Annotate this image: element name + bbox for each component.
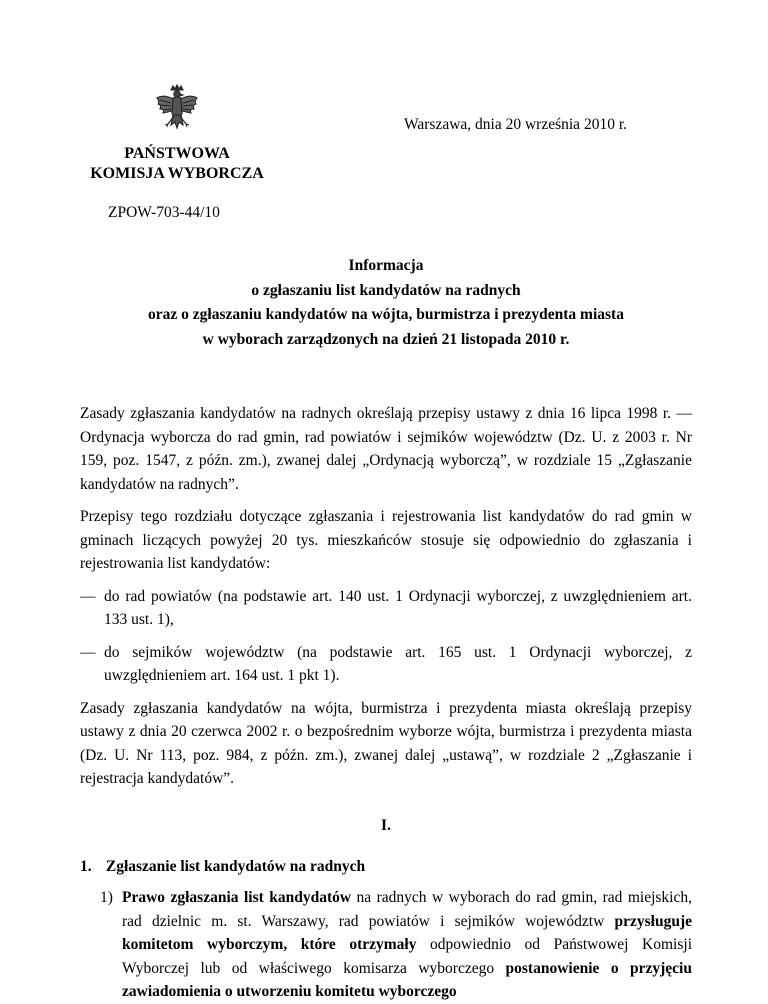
polish-eagle-emblem-icon bbox=[152, 84, 202, 140]
list-item-text: do sejmików województw (na podstawie art. 165 ust. 1 Ordynacji wyborczej, z uwzględnieniem art. 164 ust. 1 pkt 1). bbox=[104, 643, 692, 684]
list-item-text: do rad powiatów (na podstawie art. 140 ust. 1 Ordynacji wyborczej, z uwzględnieniem art. 133 ust. 1), bbox=[104, 587, 692, 628]
item-bold-text: przysługuje komitetom wyborczym, które otrzymały bbox=[122, 912, 692, 953]
heading-title: Zgłaszanie list kandydatów na radnych bbox=[105, 858, 366, 875]
heading-number: 1. bbox=[80, 858, 92, 875]
dash-bullet: — bbox=[80, 643, 96, 661]
document-date: Warszawa, dnia 20 września 2010 r. bbox=[404, 116, 627, 133]
title-line3: oraz o zgłaszaniu kandydatów na wójta, burmistrza i prezydenta miasta bbox=[148, 306, 624, 323]
issuer-name-line1: PAŃSTWOWA bbox=[124, 145, 230, 162]
paragraph-legal-basis: Zasady zgłaszania kandydatów na radnych określają przepisy ustawy z dnia 16 lipca 1998 r. — Ordynacja wyborcza do rad gmin, rad powiatów i sejmików województw (Dz. U. z 2003 r. Nr 159, poz. 1547, z późn. zm.), zwanej dalej „Ordynacją wyborczą”, w rozdziale 15 „Zgłaszanie kandydatów na radnych”. bbox=[80, 405, 692, 493]
document-body bbox=[80, 402, 692, 791]
paragraph-mayor-elections: Zasady zgłaszania kandydatów na wójta, burmistrza i prezydenta miasta określają przepisy ustawy z dnia 20 czerwca 2002 r. o bezpośrednim wyborze wójta, burmistrza i prezydenta miasta (Dz. U. Nr 113, poz. 984, z późn. zm.), zwanej dalej „ustawą”, w rozdziale 2 „Zgłaszanie i rejestracja kandydatów”. bbox=[80, 699, 692, 787]
title-line1: Informacja bbox=[348, 257, 424, 274]
item-bold-text: Prawo zgłaszania list kandydatów bbox=[122, 889, 352, 906]
item-text: odpowiednio od Państwowej Komisji Wyborczej lub od właściwego komisarza wyborczego bbox=[122, 936, 692, 977]
issuer-name bbox=[76, 144, 278, 184]
subsection-item bbox=[80, 886, 692, 1004]
document-title bbox=[80, 254, 692, 352]
paragraph-application: Przepisy tego rozdziału dotyczące zgłaszania i rejestrowania list kandydatów do rad gmin w gminach liczących powyżej 20 tys. mieszkańców stosuje się odpowiednio do zgłaszania i rejestrowania list kandydatów: bbox=[80, 508, 692, 572]
reference-number: ZPOW-703-44/10 bbox=[108, 204, 220, 221]
section-heading bbox=[80, 858, 692, 876]
item-bold-text: postanowienie o przyjęciu zawiadomienia o utworzeniu komitetu wyborczego bbox=[122, 959, 692, 1000]
item-text: na radnych w wyborach do rad gmin, rad miejskich, rad dzielnic m. st. Warszawy, rad powiatów i sejmików województw bbox=[122, 889, 692, 930]
subsection-list bbox=[80, 886, 692, 1004]
list-item bbox=[80, 585, 692, 632]
section-number: I. bbox=[381, 817, 391, 834]
title-line2: o zgłaszaniu list kandydatów na radnych bbox=[251, 281, 521, 299]
list-item bbox=[80, 641, 692, 688]
dash-bullet: — bbox=[80, 587, 96, 605]
title-line4: w wyborach zarządzonych na dzień 21 listopada 2010 r. bbox=[202, 330, 570, 348]
issuer-name-line2: KOMISJA WYBORCZA bbox=[90, 165, 264, 182]
item-number: 1) bbox=[100, 889, 113, 906]
